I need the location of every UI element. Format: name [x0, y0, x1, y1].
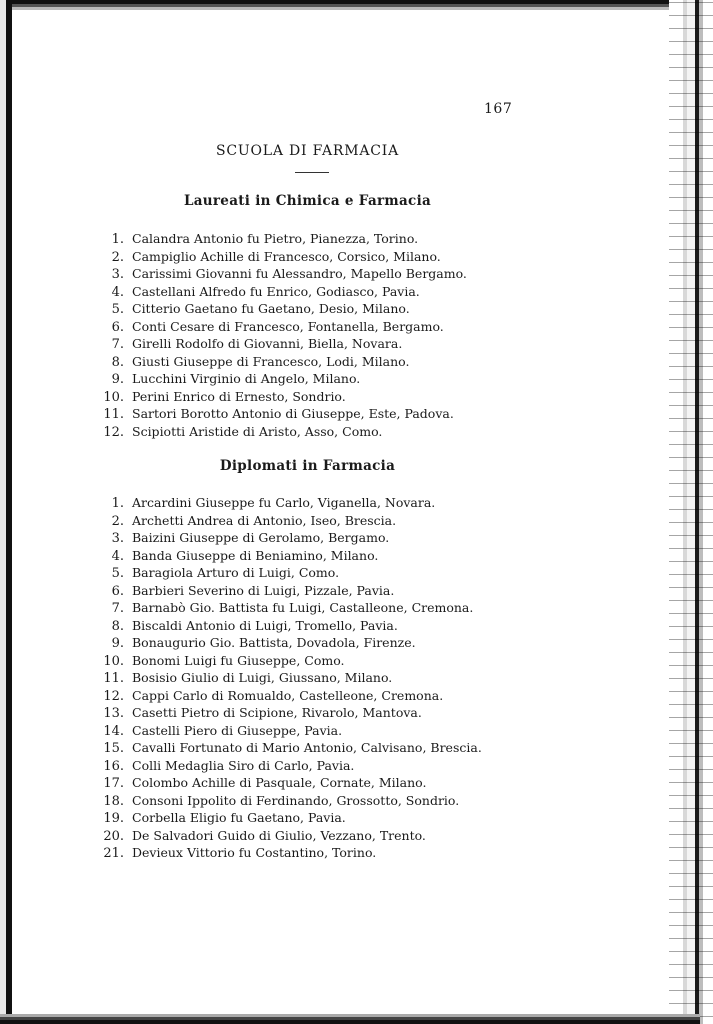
- list-item: [100, 564, 482, 582]
- list-item: [100, 370, 467, 388]
- entry-number: 8.: [111, 354, 124, 370]
- entry-number: 12.: [103, 424, 124, 440]
- entry-number: 12.: [103, 688, 124, 704]
- entry-number: 5.: [111, 302, 124, 317]
- entry-text: Arcardini Giuseppe fu Carlo, Viganella, Novara.: [132, 495, 436, 510]
- list-item: [100, 809, 482, 827]
- entry-number: 15.: [103, 741, 124, 756]
- entry-text: Colombo Achille di Pasquale, Cornate, Milano.: [132, 775, 427, 790]
- entry-number: 1.: [111, 232, 124, 247]
- list-item: [100, 687, 482, 705]
- laureati-list: [100, 230, 467, 440]
- entry-text: Calandra Antonio fu Pietro, Pianezza, Torino.: [132, 231, 419, 246]
- entry-text: Girelli Rodolfo di Giovanni, Biella, Novara.: [132, 336, 403, 351]
- list-item: [100, 335, 467, 353]
- entry-number: 4.: [111, 284, 124, 300]
- entry-text: Colli Medaglia Siro di Carlo, Pavia.: [132, 757, 355, 773]
- list-item: [100, 529, 482, 547]
- diplomati-list: [100, 494, 482, 862]
- page-number: 167: [484, 101, 513, 117]
- entry-text: Carissimi Giovanni fu Alessandro, Mapello Bergamo.: [132, 266, 467, 281]
- entry-number: 21.: [103, 846, 124, 861]
- list-item: [100, 599, 482, 617]
- list-item: [100, 248, 467, 266]
- entry-text: Corbella Eligio fu Gaetano, Pavia.: [132, 810, 346, 825]
- list-item: [100, 512, 482, 530]
- entry-number: 3.: [111, 531, 124, 546]
- list-item: [100, 757, 482, 775]
- entry-number: 18.: [103, 793, 124, 809]
- diplomati-heading: Diplomati in Farmacia: [219, 458, 396, 474]
- entry-text: Castellani Alfredo fu Enrico, Godiasco, Pavia.: [132, 283, 420, 299]
- list-item: [100, 353, 467, 371]
- entry-text: Cappi Carlo di Romualdo, Castelleone, Cremona.: [132, 687, 444, 703]
- list-item: [100, 617, 482, 635]
- entry-number: 19.: [103, 811, 124, 826]
- entry-number: 14.: [103, 723, 124, 739]
- entry-text: Casetti Pietro di Scipione, Rivarolo, Mantova.: [132, 705, 422, 720]
- list-item: [100, 318, 467, 336]
- list-item: [100, 669, 482, 687]
- entry-number: 20.: [103, 828, 124, 844]
- entry-text: Devieux Vittorio fu Costantino, Torino.: [132, 845, 377, 860]
- entry-number: 17.: [103, 776, 124, 791]
- entry-number: 7.: [111, 337, 124, 352]
- entry-text: Archetti Andrea di Antonio, Iseo, Brescia.: [132, 512, 397, 528]
- entry-number: 2.: [111, 513, 124, 529]
- entry-number: 8.: [111, 618, 124, 634]
- entry-number: 3.: [111, 267, 124, 282]
- entry-text: De Salvadori Guido di Giulio, Vezzano, Trento.: [132, 827, 426, 843]
- list-item: [100, 265, 467, 283]
- scan-right-edge: [669, 0, 713, 1024]
- entry-number: 9.: [111, 372, 124, 387]
- entry-number: 10.: [103, 653, 124, 669]
- list-item: [100, 774, 482, 792]
- entry-text: Citterio Gaetano fu Gaetano, Desio, Milano.: [132, 301, 410, 316]
- list-item: [100, 722, 482, 740]
- entry-text: Banda Giuseppe di Beniamino, Milano.: [132, 547, 379, 563]
- list-item: [100, 300, 467, 318]
- entry-number: 11.: [103, 407, 124, 422]
- laureati-heading: Laureati in Chimica e Farmacia: [183, 193, 432, 209]
- entry-text: Bonaugurio Gio. Battista, Dovadola, Firenze.: [132, 635, 416, 650]
- list-item: [100, 582, 482, 600]
- entry-text: Giusti Giuseppe di Francesco, Lodi, Milano.: [132, 353, 410, 369]
- entry-number: 4.: [111, 548, 124, 564]
- entry-text: Conti Cesare di Francesco, Fontanella, Bergamo.: [132, 318, 444, 334]
- entry-number: 9.: [111, 636, 124, 651]
- list-item: [100, 283, 467, 301]
- list-item: [100, 547, 482, 565]
- list-item: [100, 494, 482, 512]
- list-item: [100, 827, 482, 845]
- entry-number: 7.: [111, 601, 124, 616]
- entry-text: Barbieri Severino di Luigi, Pizzale, Pavia.: [132, 582, 395, 598]
- entry-text: Cavalli Fortunato di Mario Antonio, Calvisano, Brescia.: [132, 740, 482, 755]
- list-item: [100, 388, 467, 406]
- entry-text: Consoni Ippolito di Ferdinando, Grossotto, Sondrio.: [132, 792, 460, 808]
- list-item: [100, 704, 482, 722]
- entry-number: 1.: [111, 496, 124, 511]
- list-item: [100, 792, 482, 810]
- entry-number: 16.: [103, 758, 124, 774]
- entry-text: Campiglio Achille di Francesco, Corsico, Milano.: [132, 248, 441, 264]
- entry-text: Bosisio Giulio di Luigi, Giussano, Milano.: [132, 670, 393, 685]
- scan-bottom-edge: [0, 1008, 700, 1024]
- scan-top-edge: [0, 0, 700, 14]
- entry-text: Baragiola Arturo di Luigi, Como.: [132, 565, 340, 580]
- entry-text: Baizini Giuseppe di Gerolamo, Bergamo.: [132, 530, 390, 545]
- entry-text: Scipiotti Aristide di Aristo, Asso, Como.: [132, 423, 383, 439]
- entry-text: Castelli Piero di Giuseppe, Pavia.: [132, 722, 343, 738]
- entry-text: Barnabò Gio. Battista fu Luigi, Castalleone, Cremona.: [132, 600, 474, 615]
- title-divider: [295, 172, 329, 173]
- entry-number: 2.: [111, 249, 124, 265]
- entry-number: 5.: [111, 566, 124, 581]
- list-item: [100, 423, 467, 441]
- entry-number: 10.: [103, 389, 124, 405]
- entry-text: Biscaldi Antonio di Luigi, Tromello, Pavia.: [132, 617, 398, 633]
- section-title: SCUOLA DI FARMACIA: [216, 143, 399, 159]
- entry-text: Lucchini Virginio di Angelo, Milano.: [132, 371, 361, 386]
- entry-number: 6.: [111, 583, 124, 599]
- list-item: [100, 230, 467, 248]
- entry-text: Sartori Borotto Antonio di Giuseppe, Este, Padova.: [132, 406, 454, 421]
- entry-number: 6.: [111, 319, 124, 335]
- entry-number: 11.: [103, 671, 124, 686]
- list-item: [100, 634, 482, 652]
- entry-text: Perini Enrico di Ernesto, Sondrio.: [132, 388, 346, 404]
- entry-number: 13.: [103, 706, 124, 721]
- list-item: [100, 652, 482, 670]
- list-item: [100, 405, 467, 423]
- list-item: [100, 844, 482, 862]
- list-item: [100, 739, 482, 757]
- entry-text: Bonomi Luigi fu Giuseppe, Como.: [132, 652, 345, 668]
